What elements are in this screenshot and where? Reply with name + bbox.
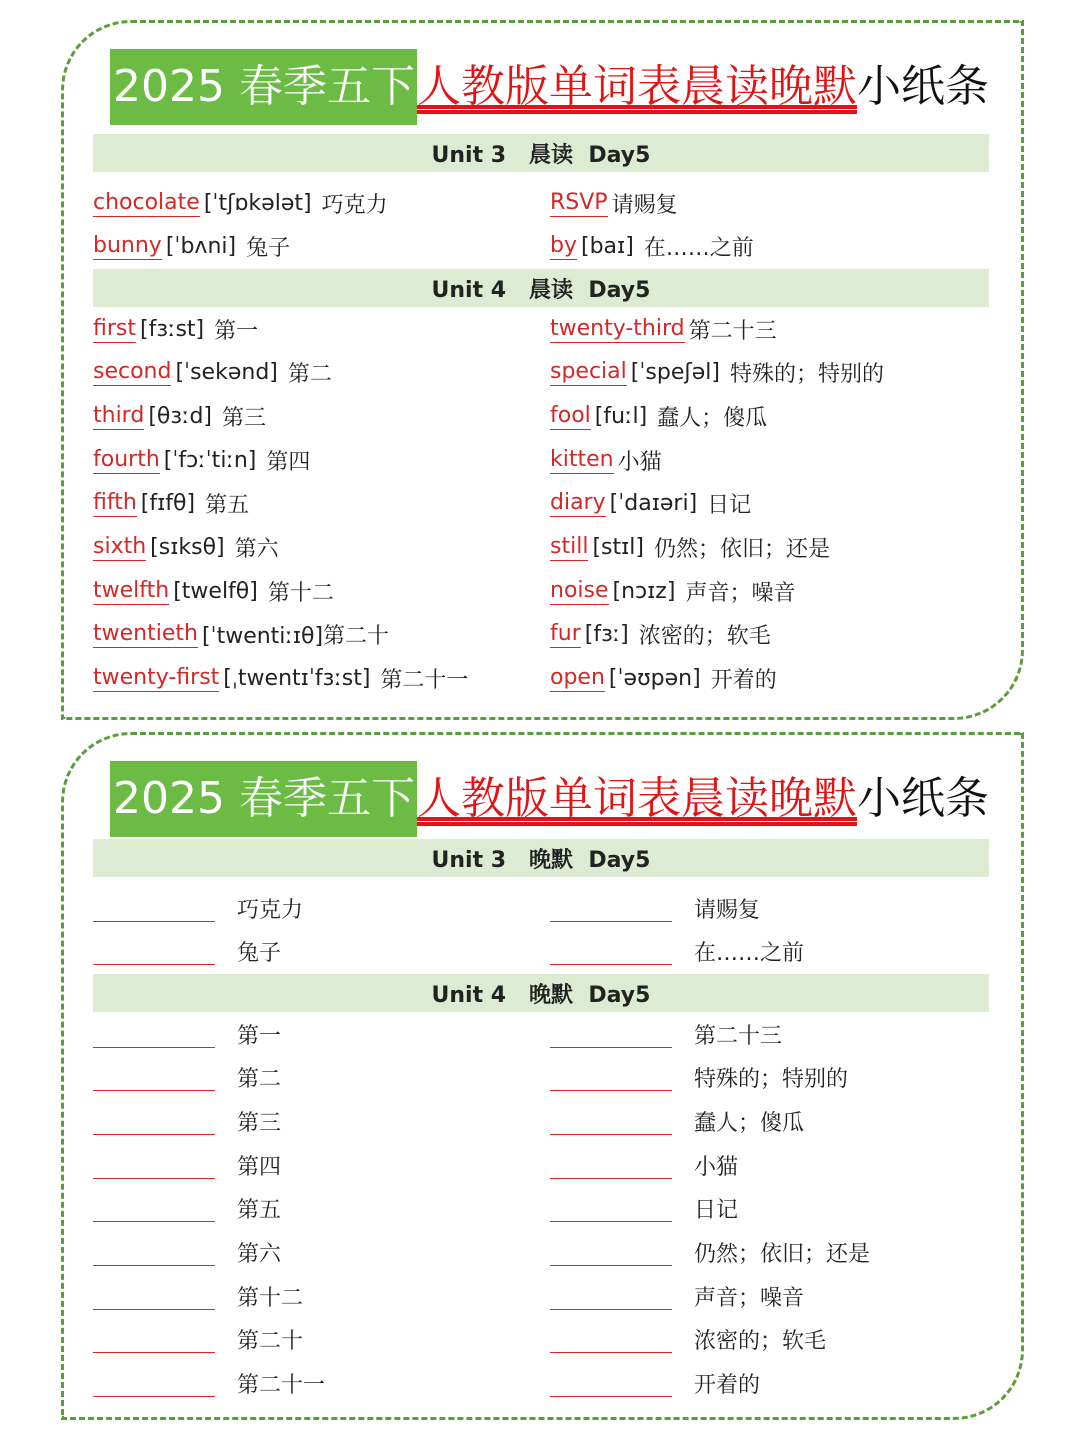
answer-blank[interactable] bbox=[550, 938, 672, 965]
chinese-meaning: 蠢人；傻瓜 bbox=[657, 405, 768, 431]
vocab-row bbox=[93, 396, 266, 436]
phonetic: [twelfθ] bbox=[173, 578, 258, 604]
phonetic: [θɜːd] bbox=[148, 403, 213, 429]
vocab-row bbox=[550, 571, 795, 611]
english-word: twenty-third bbox=[550, 315, 685, 341]
dictation-row bbox=[93, 1014, 281, 1054]
dictation-row bbox=[550, 1101, 804, 1141]
vocab-row bbox=[93, 528, 279, 568]
dictation-row bbox=[93, 1233, 281, 1273]
unit4-reading-header: Unit 4 晨读 Day5 bbox=[93, 269, 989, 307]
chinese-meaning: 请赐复 bbox=[611, 192, 678, 218]
chinese-meaning: 第二十一 bbox=[380, 668, 469, 694]
vocab-row bbox=[93, 571, 334, 611]
chinese-meaning: 第五 bbox=[237, 1198, 282, 1224]
english-word: twentieth bbox=[93, 621, 198, 647]
phonetic: [sɪksθ] bbox=[150, 535, 225, 560]
answer-blank[interactable] bbox=[93, 895, 215, 922]
chinese-meaning: 兔子 bbox=[246, 236, 291, 261]
chinese-meaning: 声音；噪音 bbox=[685, 580, 796, 606]
phonetic: [ˈtwentiːɪθ]第二十 bbox=[201, 624, 390, 650]
dictation-row bbox=[550, 932, 804, 972]
chinese-meaning: 浓密的；软毛 bbox=[638, 624, 771, 650]
dictation-row bbox=[93, 1276, 303, 1316]
english-word: second bbox=[93, 359, 172, 385]
dictation-row bbox=[550, 1320, 826, 1360]
vocab-row bbox=[550, 396, 767, 436]
vocab-row bbox=[93, 484, 249, 524]
chinese-meaning: 开着的 bbox=[694, 1373, 761, 1399]
chinese-meaning: 声音；噪音 bbox=[694, 1285, 805, 1311]
vocab-row bbox=[550, 440, 662, 480]
english-word: fifth bbox=[93, 490, 137, 516]
chinese-meaning: 仍然；依旧；还是 bbox=[694, 1242, 871, 1267]
dictation-card bbox=[61, 732, 1024, 1420]
chinese-meaning: 第二十三 bbox=[688, 318, 777, 344]
answer-blank[interactable] bbox=[93, 1108, 215, 1135]
answer-blank[interactable] bbox=[550, 1239, 672, 1266]
answer-blank[interactable] bbox=[93, 1370, 215, 1397]
english-word: noise bbox=[550, 577, 609, 603]
vocab-row bbox=[550, 183, 678, 223]
dictation-row bbox=[550, 1364, 760, 1404]
title-black: 小纸条 bbox=[856, 61, 989, 112]
phonetic: [ˈdaɪəri] bbox=[609, 491, 698, 517]
english-word: fur bbox=[550, 621, 581, 647]
vocab-row bbox=[550, 615, 771, 655]
phonetic: [ˈəʊpən] bbox=[608, 666, 701, 692]
dictation-row bbox=[550, 1233, 870, 1273]
vocab-row bbox=[550, 227, 754, 267]
english-word: kitten bbox=[550, 446, 614, 472]
english-word: RSVP bbox=[550, 189, 608, 215]
answer-blank[interactable] bbox=[93, 1326, 215, 1353]
english-word: third bbox=[93, 402, 145, 428]
title-red: 人教版单词表晨读晚默 bbox=[416, 61, 857, 112]
chinese-meaning: 第四 bbox=[237, 1154, 282, 1180]
english-word: fourth bbox=[93, 446, 160, 472]
chinese-meaning: 特殊的；特别的 bbox=[694, 1067, 849, 1093]
phonetic: [baɪ] bbox=[580, 234, 634, 259]
phonetic: [ˈbʌni] bbox=[165, 234, 237, 259]
dictation-row bbox=[93, 888, 303, 928]
unit4-dictation-header: Unit 4 晚默 Day5 bbox=[93, 974, 989, 1012]
chinese-meaning: 日记 bbox=[707, 493, 752, 519]
vocab-row bbox=[93, 440, 310, 480]
dictation-row bbox=[550, 888, 760, 928]
chinese-meaning: 第二 bbox=[287, 362, 332, 388]
unit3-dictation-header: Unit 3 晚默 Day5 bbox=[93, 839, 989, 877]
chinese-meaning: 第一 bbox=[237, 1023, 282, 1049]
answer-blank[interactable] bbox=[93, 1195, 215, 1222]
phonetic: [nɔɪz] bbox=[612, 578, 676, 604]
chinese-meaning: 开着的 bbox=[710, 668, 777, 694]
chinese-meaning: 请赐复 bbox=[694, 897, 761, 923]
answer-blank[interactable] bbox=[93, 1152, 215, 1179]
title-red: 人教版单词表晨读晚默 bbox=[416, 773, 857, 824]
answer-blank[interactable] bbox=[93, 1283, 215, 1310]
phonetic: [ˈfɔːˈtiːn] bbox=[163, 447, 257, 473]
vocab-row bbox=[550, 353, 884, 393]
vocab-row bbox=[550, 528, 830, 568]
chinese-meaning: 在……之前 bbox=[694, 941, 805, 966]
chinese-meaning: 兔子 bbox=[237, 941, 282, 966]
phonetic: [ˌtwentɪˈfɜːst] bbox=[223, 666, 371, 692]
title-green: 2025 春季五下 bbox=[110, 49, 417, 125]
dictation-row bbox=[93, 1101, 281, 1141]
chinese-meaning: 日记 bbox=[694, 1198, 739, 1224]
answer-blank[interactable] bbox=[93, 1021, 215, 1048]
vocab-row bbox=[550, 484, 751, 524]
dictation-row bbox=[550, 1058, 848, 1098]
english-word: diary bbox=[550, 490, 606, 516]
title-black: 小纸条 bbox=[856, 773, 989, 824]
chinese-meaning: 特殊的；特别的 bbox=[729, 362, 884, 388]
chinese-meaning: 第六 bbox=[234, 537, 279, 562]
answer-blank[interactable] bbox=[93, 1064, 215, 1091]
answer-blank[interactable] bbox=[550, 1326, 672, 1353]
phonetic: [stɪl] bbox=[592, 535, 644, 560]
chinese-meaning: 巧克力 bbox=[237, 897, 304, 923]
chinese-meaning: 第二 bbox=[237, 1067, 282, 1093]
chinese-meaning: 巧克力 bbox=[321, 192, 388, 218]
dictation-row bbox=[550, 1145, 738, 1185]
chinese-meaning: 小猫 bbox=[617, 449, 662, 475]
chinese-meaning: 第六 bbox=[237, 1242, 282, 1267]
dictation-row bbox=[93, 1364, 325, 1404]
english-word: bunny bbox=[93, 233, 162, 258]
dictation-row bbox=[93, 1320, 303, 1360]
dictation-row bbox=[93, 932, 281, 972]
vocab-row bbox=[93, 183, 388, 223]
vocab-row bbox=[93, 615, 399, 655]
dictation-row bbox=[93, 1145, 281, 1185]
dictation-row bbox=[550, 1276, 804, 1316]
reading-title bbox=[110, 49, 989, 125]
phonetic: [ˈsekənd] bbox=[175, 360, 278, 386]
dictation-row bbox=[550, 1014, 782, 1054]
chinese-meaning: 第三 bbox=[237, 1110, 282, 1136]
chinese-meaning: 第十二 bbox=[267, 580, 334, 606]
answer-blank[interactable] bbox=[550, 1195, 672, 1222]
answer-blank[interactable] bbox=[550, 1108, 672, 1135]
chinese-meaning: 第一 bbox=[214, 318, 259, 344]
vocab-row bbox=[93, 353, 332, 393]
phonetic: [ˈtʃɒkələt] bbox=[203, 190, 312, 216]
vocab-row bbox=[93, 659, 468, 699]
answer-blank[interactable] bbox=[550, 1064, 672, 1091]
answer-blank[interactable] bbox=[93, 1239, 215, 1266]
phonetic: [fɪfθ] bbox=[140, 491, 196, 517]
vocab-row bbox=[93, 309, 258, 349]
chinese-meaning: 仍然；依旧；还是 bbox=[653, 537, 830, 562]
unit3-reading-header: Unit 3 晨读 Day5 bbox=[93, 134, 989, 172]
chinese-meaning: 浓密的；软毛 bbox=[694, 1329, 827, 1355]
answer-blank[interactable] bbox=[550, 1152, 672, 1179]
english-word: fool bbox=[550, 402, 591, 428]
chinese-meaning: 第四 bbox=[266, 449, 311, 475]
answer-blank[interactable] bbox=[93, 938, 215, 965]
chinese-meaning: 第五 bbox=[205, 493, 250, 519]
english-word: twelfth bbox=[93, 577, 170, 603]
dictation-title bbox=[110, 761, 989, 837]
phonetic: [ˈspeʃəl] bbox=[630, 360, 720, 386]
vocab-row bbox=[550, 659, 777, 699]
english-word: chocolate bbox=[93, 189, 200, 215]
answer-blank[interactable] bbox=[550, 1021, 672, 1048]
chinese-meaning: 在……之前 bbox=[643, 236, 754, 261]
english-word: sixth bbox=[93, 534, 147, 559]
title-green: 2025 春季五下 bbox=[110, 761, 417, 837]
chinese-meaning: 第三 bbox=[222, 405, 267, 431]
chinese-meaning: 小猫 bbox=[694, 1154, 739, 1180]
dictation-row bbox=[93, 1058, 281, 1098]
chinese-meaning: 第二十一 bbox=[237, 1373, 326, 1399]
phonetic: [fɜːst] bbox=[140, 316, 205, 342]
dictation-row bbox=[550, 1189, 738, 1229]
vocab-row bbox=[93, 227, 290, 267]
english-word: open bbox=[550, 665, 605, 691]
phonetic: [fɜː] bbox=[584, 622, 629, 648]
answer-blank[interactable] bbox=[550, 1370, 672, 1397]
vocab-row bbox=[550, 309, 777, 349]
english-word: still bbox=[550, 534, 589, 559]
answer-blank[interactable] bbox=[550, 1283, 672, 1310]
dictation-row bbox=[93, 1189, 281, 1229]
english-word: twenty-first bbox=[93, 665, 220, 691]
phonetic: [fuːl] bbox=[594, 403, 648, 429]
chinese-meaning: 第二十三 bbox=[694, 1023, 783, 1049]
english-word: special bbox=[550, 359, 627, 385]
chinese-meaning: 第十二 bbox=[237, 1285, 304, 1311]
reading-card bbox=[61, 20, 1024, 720]
english-word: by bbox=[550, 233, 577, 258]
english-word: first bbox=[93, 315, 136, 341]
chinese-meaning: 第二十 bbox=[237, 1329, 304, 1355]
answer-blank[interactable] bbox=[550, 895, 672, 922]
chinese-meaning: 蠢人；傻瓜 bbox=[694, 1110, 805, 1136]
